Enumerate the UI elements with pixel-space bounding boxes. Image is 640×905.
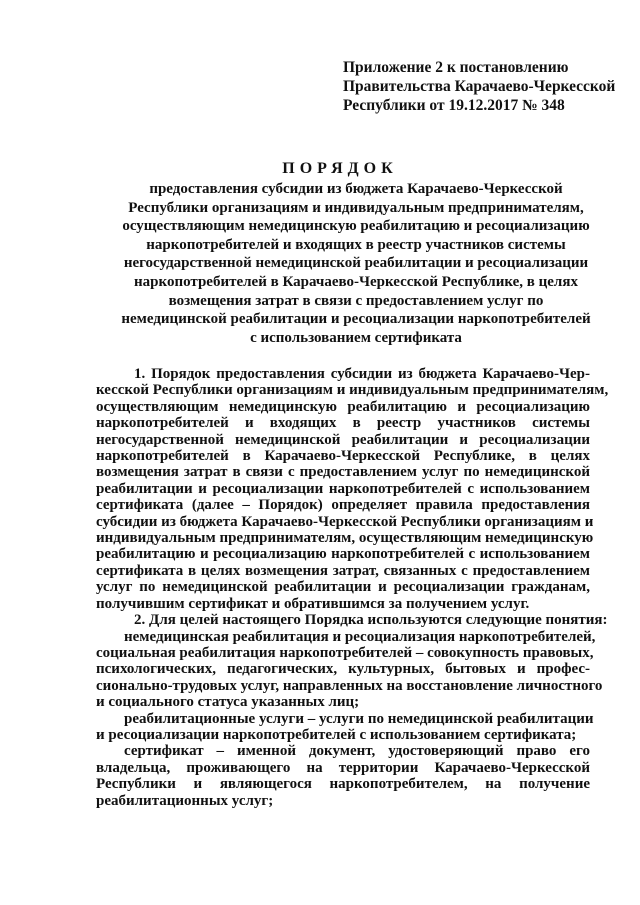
paragraph-line: реабилитации и ресоциализации наркопотребителей с использованием: [96, 480, 590, 497]
paragraph-line: возмещения затрат в связи с предоставлением услуг по немедицинской: [96, 464, 590, 481]
appendix-note: [343, 58, 616, 115]
subtitle-line: возмещения затрат в связи с предоставлением услуг по: [168, 292, 544, 309]
paragraph-line: 1. Порядок предоставления субсидии из бюджета Карачаево-Чер-: [134, 366, 590, 382]
subtitle-line: предоставления субсидии из бюджета Карачаево-Черкесской: [149, 181, 563, 197]
paragraph-line: и социального статуса указанных лиц;: [96, 694, 360, 711]
paragraph-line: владельца, проживающего на территории Карачаево-Черкесской: [96, 759, 590, 776]
paragraph: [96, 710, 594, 744]
paragraph-line: реабилитационные услуги – услуги по немедицинской реабилитации: [124, 710, 594, 727]
paragraph: [96, 743, 590, 809]
paragraph-line: 2. Для целей настоящего Порядка используются следующие понятия:: [134, 612, 608, 629]
subtitle-line: немедицинской реабилитации и ресоциализации наркопотребителей: [121, 311, 591, 328]
paragraph-line: сертификата (далее – Порядок) определяет правила предоставления: [96, 497, 590, 514]
paragraph-line: получившим сертификат и обратившимся за получением услуг.: [96, 595, 530, 612]
paragraph: [96, 628, 603, 711]
document-subtitle: [106, 180, 606, 347]
document-title: ПОРЯДОК: [282, 160, 398, 177]
appendix-line: Правительства Карачаево-Черкесской: [343, 78, 616, 95]
paragraph-line: реабилитацию и ресоциализацию наркопотребителей с использованием: [96, 546, 590, 563]
paragraph-line: негосударственной немедицинской реабилитации и ресоциализации: [96, 431, 590, 448]
subtitle-line: наркопотребителей в Карачаево-Черкесской Республике, в целях: [134, 273, 578, 290]
paragraph-line: кесской Республики организациям и индивидуальным предпринимателям,: [96, 382, 609, 399]
paragraph-line: и ресоциализации наркопотребителей с использованием сертификата;: [96, 726, 577, 743]
paragraph: [96, 612, 608, 629]
paragraph-line: психологических, педагогических, культурных, бытовых и профес-: [96, 661, 590, 678]
paragraph: [96, 366, 609, 612]
paragraph-line: сертификата в целях возмещения затрат, связанных с предоставлением: [96, 562, 590, 579]
subtitle-line: осуществляющим немедицинскую реабилитацию и ресоциализацию: [122, 218, 590, 235]
paragraph-line: осуществляющим немедицинскую реабилитацию и ресоциализацию: [96, 398, 590, 415]
subtitle-line: с использованием сертификата: [250, 329, 462, 346]
paragraph-line: реабилитационных услуг;: [96, 792, 274, 809]
paragraph-line: индивидуальным предпринимателям, осуществляющим немедицинскую: [96, 530, 594, 547]
paragraph-line: сертификат – именной документ, удостоверяющий право его: [124, 743, 590, 760]
paragraph-line: немедицинская реабилитация и ресоциализация наркопотребителей,: [124, 628, 596, 645]
document-body: [96, 366, 609, 809]
paragraph-line: Республики и являющегося наркопотребителем, на получение: [96, 776, 590, 793]
subtitle-line: негосударственной немедицинской реабилитации и ресоциализации: [123, 255, 589, 272]
paragraph-line: сионально-трудовых услуг, направленных на восстановление личностного: [96, 677, 603, 694]
subtitle-line: наркопотребителей и входящих в реестр участников системы: [146, 236, 566, 253]
paragraph-line: наркопотребителей в Карачаево-Черкесской Республике, в целях: [96, 448, 590, 465]
paragraph-line: социальная реабилитация наркопотребителей – совокупность правовых,: [96, 644, 594, 661]
paragraph-line: услуг по немедицинской реабилитации и ресоциализации гражданам,: [96, 579, 590, 596]
subtitle-line: Республики организациям и индивидуальным предпринимателям,: [128, 199, 584, 216]
paragraph-line: наркопотребителей и входящих в реестр участников системы: [96, 415, 590, 432]
appendix-line: Республики от 19.12.2017 № 348: [343, 97, 565, 114]
paragraph-line: субсидии из бюджета Карачаево-Черкесской Республики организациям и: [96, 513, 594, 530]
appendix-line: Приложение 2 к постановлению: [343, 59, 569, 76]
